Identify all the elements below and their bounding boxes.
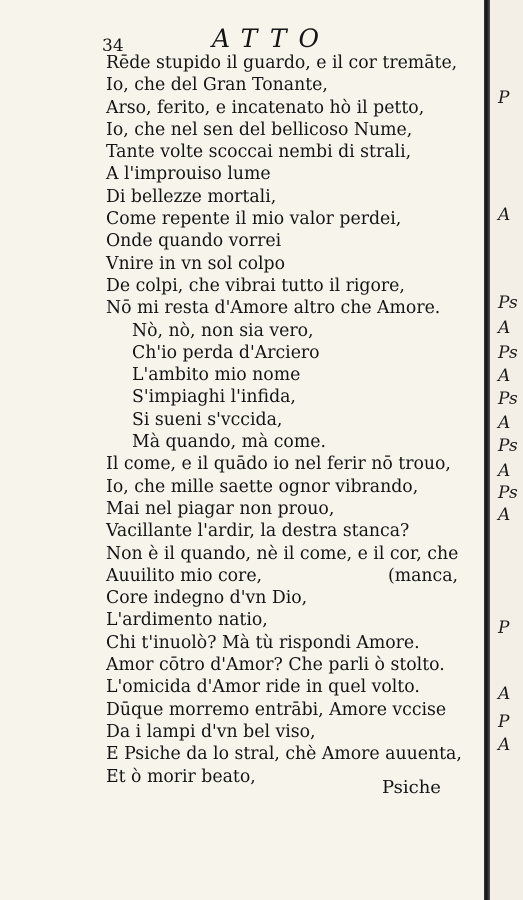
facing-page-fragment: Ps bbox=[498, 293, 518, 313]
verse-line bbox=[106, 119, 462, 141]
verse-line bbox=[106, 676, 462, 698]
verse-line-text: Io, che mille saette ognor vibrando, bbox=[106, 476, 419, 497]
verse-line-text: Core indegno d'vn Dio, bbox=[106, 588, 308, 609]
verse-line-text: Nò, nò, non sia vero, bbox=[132, 320, 314, 341]
verse-line-text: L'omicida d'Amor ride in quel volto. bbox=[106, 677, 420, 698]
verse-line-text: Et ò morir beato, bbox=[106, 766, 256, 787]
facing-page-fragment: Ps bbox=[498, 343, 518, 363]
verse-line-text: Tante volte scoccai nembi di strali, bbox=[106, 142, 412, 163]
verse-line-text: Auuilito mio core, bbox=[106, 565, 263, 586]
verse-line-text: A l'improuiso lume bbox=[106, 164, 271, 185]
verse-line-text: E Psiche da lo stral, chè Amore auuenta, bbox=[106, 744, 462, 765]
verse-line bbox=[106, 52, 462, 74]
verse-line-text: Mai nel piagar non prouo, bbox=[106, 498, 335, 519]
verse-line-text: Nō mi resta d'Amore altro che Amore. bbox=[106, 298, 441, 319]
catchword: Psiche bbox=[382, 777, 441, 798]
verse-line-text: Vacillante l'ardir, la destra stanca? bbox=[106, 521, 410, 542]
page-number: 34 bbox=[102, 36, 124, 56]
verse-line-text: De colpi, che vibrai tutto il rigore, bbox=[106, 275, 405, 296]
verse-line-text: Da i lampi d'vn bel viso, bbox=[106, 721, 316, 742]
verse-line-text: Rēde stupido il guardo, e il cor tremāte, bbox=[106, 53, 458, 73]
verse-line bbox=[106, 141, 462, 163]
verse-line bbox=[106, 431, 462, 453]
verse-line bbox=[106, 543, 462, 565]
facing-page-fragment: A bbox=[498, 366, 511, 386]
verse-line bbox=[106, 186, 462, 208]
verse-line-text: Non è il quando, nè il come, e il cor, che bbox=[106, 543, 459, 564]
verse-text bbox=[106, 52, 462, 788]
facing-page-fragment: A bbox=[498, 413, 511, 433]
verse-line bbox=[106, 74, 462, 96]
facing-page-fragment: A bbox=[498, 318, 511, 338]
facing-page-fragment: A bbox=[498, 684, 511, 704]
verse-line bbox=[106, 632, 462, 654]
verse-line bbox=[106, 609, 462, 631]
verse-line bbox=[106, 320, 462, 342]
verse-line bbox=[106, 498, 462, 520]
verse-line bbox=[106, 476, 462, 498]
verse-line bbox=[106, 342, 462, 364]
verse-line bbox=[106, 409, 462, 431]
verse-line-text: Di bellezze mortali, bbox=[106, 186, 277, 207]
verse-line-text: Mà quando, mà come. bbox=[132, 432, 326, 453]
verse-line-text: Onde quando vorrei bbox=[106, 231, 282, 252]
verse-line bbox=[106, 587, 462, 609]
verse-line bbox=[106, 253, 462, 275]
verse-line-text: Io, che nel sen del bellicoso Nume, bbox=[106, 119, 413, 140]
verse-line bbox=[106, 230, 462, 252]
verse-line bbox=[106, 520, 462, 542]
facing-page-edge bbox=[490, 0, 523, 900]
facing-page-fragment: P bbox=[498, 712, 510, 732]
facing-page-fragment: A bbox=[498, 205, 511, 225]
verse-line-text: L'ambito mio nome bbox=[132, 365, 301, 386]
verse-line bbox=[106, 453, 462, 475]
verse-line bbox=[106, 275, 462, 297]
verse-line-text: Ch'io perda d'Arciero bbox=[132, 342, 320, 363]
verse-line-text: Arso, ferito, e incatenato hò il petto, bbox=[106, 97, 425, 118]
verse-line bbox=[106, 565, 462, 587]
verse-line-text: Si sueni s'vccida, bbox=[132, 409, 283, 430]
facing-page-fragment: A bbox=[498, 505, 511, 525]
verse-line-text: Io, che del Gran Tonante, bbox=[106, 75, 328, 96]
facing-page-fragment: Ps bbox=[498, 483, 518, 503]
verse-line bbox=[106, 721, 462, 743]
verse-line-text: Dūque morremo entrābi, Amore vccise bbox=[106, 699, 447, 720]
verse-line bbox=[106, 97, 462, 119]
verse-line-text: Amor cōtro d'Amor? Che parli ò stolto. bbox=[106, 655, 445, 676]
facing-page-fragment: Ps bbox=[498, 436, 518, 456]
facing-page-fragment: A bbox=[498, 735, 511, 755]
running-head: ATTO bbox=[212, 24, 331, 53]
verse-line bbox=[106, 654, 462, 676]
verse-line-text: Chi t'inuolò? Mà tù rispondi Amore. bbox=[106, 632, 420, 653]
verse-line bbox=[106, 364, 462, 386]
verse-line bbox=[106, 699, 462, 721]
facing-page-fragment: P bbox=[498, 618, 510, 638]
facing-page-fragment: P bbox=[498, 88, 510, 108]
verse-line-text: L'ardimento natio, bbox=[106, 610, 268, 631]
verse-line-text: Il come, e il quādo io nel ferir nō trouo, bbox=[106, 454, 451, 475]
verse-line-text: S'impiaghi l'infida, bbox=[132, 387, 296, 408]
verse-turnover: (manca, bbox=[388, 565, 459, 586]
verse-line bbox=[106, 208, 462, 230]
verse-line bbox=[106, 163, 462, 185]
verse-line-text: Come repente il mio valor perdei, bbox=[106, 209, 402, 230]
facing-page-fragment: Ps bbox=[498, 389, 518, 409]
facing-page-fragment: A bbox=[498, 461, 511, 481]
verse-line bbox=[106, 743, 462, 765]
verse-line bbox=[106, 297, 462, 319]
verse-line-text: Vnire in vn sol colpo bbox=[106, 253, 286, 274]
verse-line bbox=[106, 386, 462, 408]
